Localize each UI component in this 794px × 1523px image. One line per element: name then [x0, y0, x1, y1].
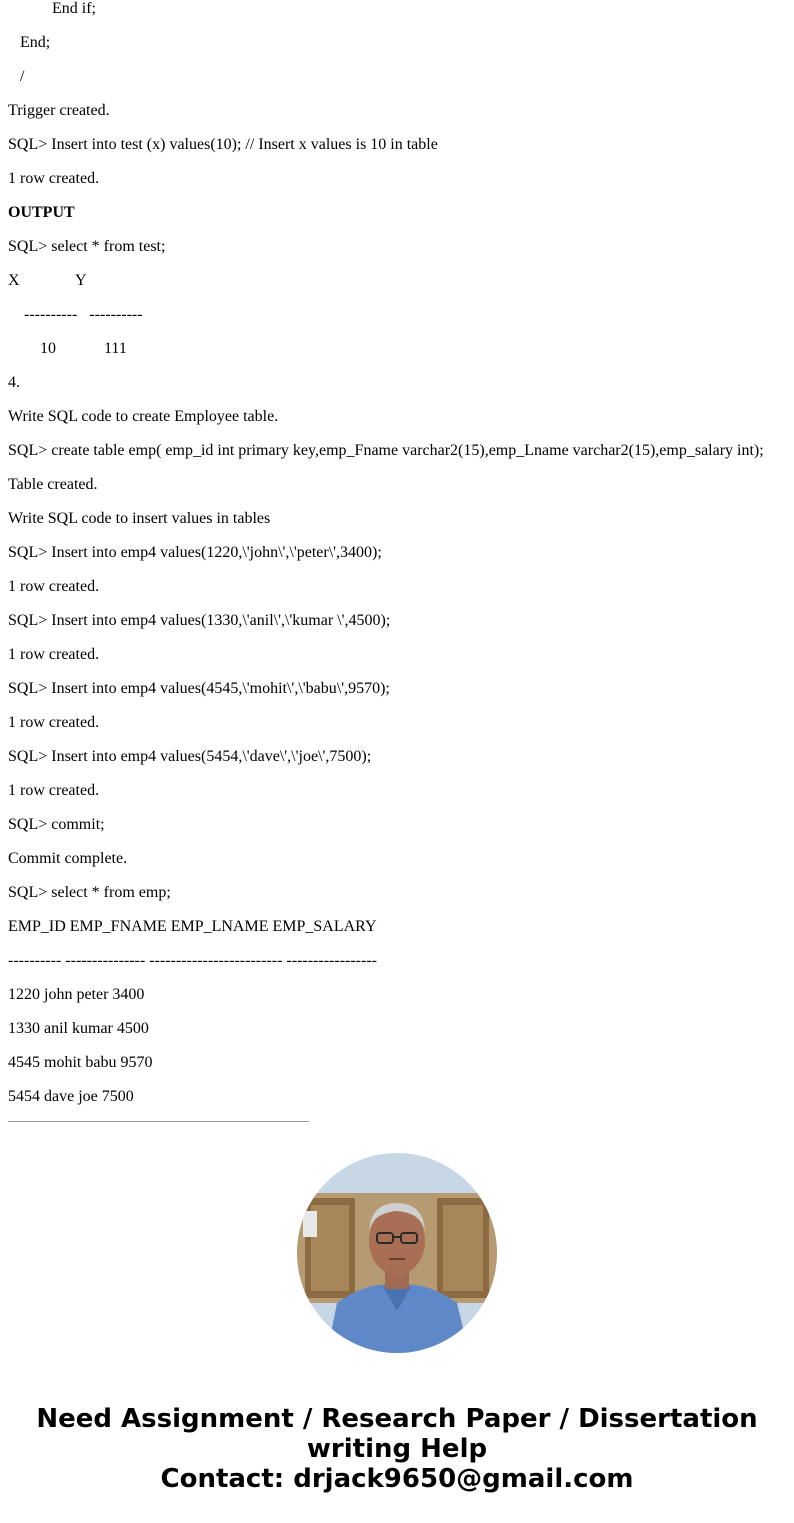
doc-line: 1 row created. — [8, 578, 100, 595]
doc-line: SQL> Insert into emp4 values(5454,\'dave\',\'joe\',7500); — [8, 748, 372, 765]
footer-contact: Contact: drjack9650@gmail.com — [160, 1464, 634, 1494]
doc-line: X Y — [8, 272, 87, 289]
doc-line: SQL> Insert into emp4 values(1330,\'anil\',\'kumar \',4500); — [8, 612, 391, 629]
doc-line: Trigger created. — [8, 102, 110, 119]
footer-line-1: Need Assignment / Research Paper / Dissertation — [36, 1404, 758, 1434]
doc-line: 10 111 — [8, 340, 127, 357]
doc-line: 1 row created. — [8, 646, 100, 663]
doc-line: SQL> Insert into emp4 values(1220,\'john\',\'peter\',3400); — [8, 544, 382, 561]
doc-line: 1330 anil kumar 4500 — [8, 1020, 149, 1037]
doc-line: EMP_ID EMP_FNAME EMP_LNAME EMP_SALARY — [8, 918, 377, 935]
doc-line: OUTPUT — [8, 204, 75, 221]
footer-line-2: writing Help — [306, 1434, 488, 1464]
doc-line: SQL> create table emp( emp_id int primary key,emp_Fname varchar2(15),emp_Lname varchar2(15),emp_salary int); — [8, 442, 764, 459]
doc-line: 1 row created. — [8, 714, 100, 731]
doc-line: Commit complete. — [8, 850, 128, 867]
author-avatar — [297, 1153, 497, 1353]
doc-line: 1220 john peter 3400 — [8, 986, 145, 1003]
horizontal-rule — [8, 1121, 309, 1122]
doc-line: / — [8, 68, 25, 85]
doc-line: SQL> Insert into test (x) values(10); // Insert x values is 10 in table — [8, 136, 438, 153]
doc-line: 5454 dave joe 7500 — [8, 1088, 134, 1105]
doc-line: SQL> select * from test; — [8, 238, 166, 255]
doc-line: End if; — [8, 0, 96, 17]
doc-line: 4545 mohit babu 9570 — [8, 1054, 153, 1071]
doc-line: Table created. — [8, 476, 98, 493]
doc-line: SQL> select * from emp; — [8, 884, 171, 901]
doc-line: ---------- --------------- ------------------------- ----------------- — [8, 952, 377, 969]
doc-line: 1 row created. — [8, 170, 100, 187]
doc-line: Write SQL code to insert values in tables — [8, 510, 271, 527]
doc-line: Write SQL code to create Employee table. — [8, 408, 279, 425]
doc-line: End; — [8, 34, 51, 51]
doc-line: SQL> Insert into emp4 values(4545,\'mohit\',\'babu\',9570); — [8, 680, 390, 697]
doc-line: 1 row created. — [8, 782, 100, 799]
doc-line: 4. — [8, 374, 20, 391]
doc-line: SQL> commit; — [8, 816, 105, 833]
doc-line: ---------- ---------- — [8, 306, 143, 323]
